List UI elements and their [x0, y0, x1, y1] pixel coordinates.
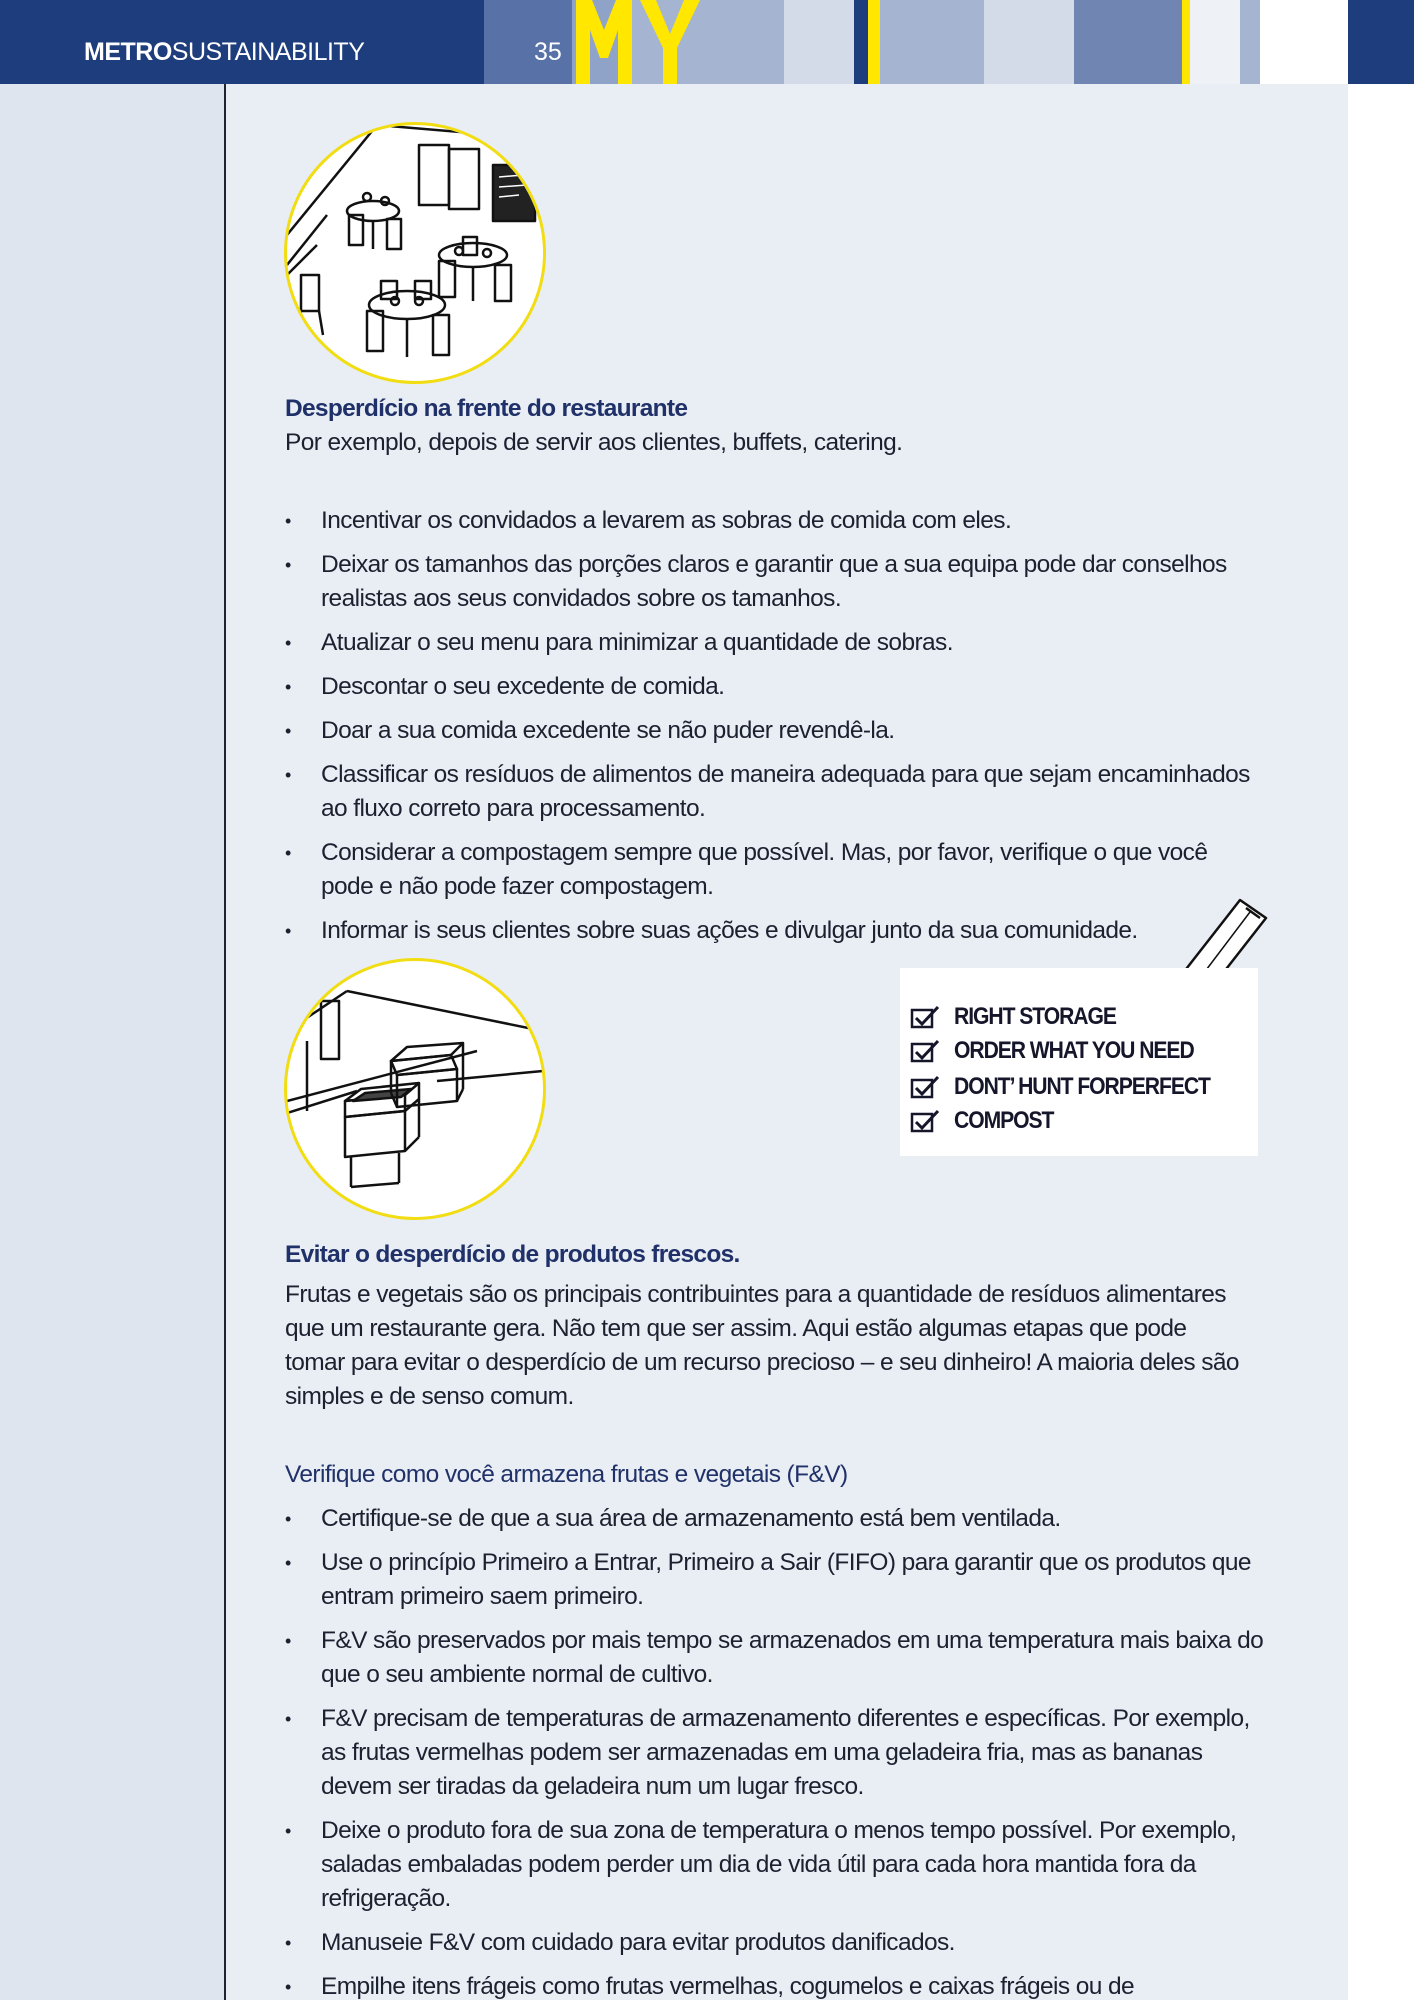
left-margin-band [0, 84, 224, 2000]
checklist-label: COMPOST [954, 1107, 1054, 1134]
header-band [880, 0, 984, 84]
bullet-item: • F&V são preservados por mais tempo se armazenados em uma temperatura mais baixa do que o seu ambiente normal de cultivo. [285, 1624, 1265, 1692]
checkbox-checked-icon [910, 1039, 940, 1063]
storage-checklist-card [900, 968, 1258, 1156]
header-band [854, 0, 868, 84]
brand-bold: METRO [84, 38, 172, 66]
header-band [1074, 0, 1182, 84]
checkbox-checked-icon [910, 1005, 940, 1029]
dining-room-drawing [287, 125, 543, 381]
page-number: 35 [534, 38, 562, 66]
bullet-item: • Manuseie F&V com cuidado para evitar produtos danificados. [285, 1926, 1265, 1960]
bullet-item: • Classificar os resíduos de alimentos de maneira adequada para que sejam encaminhados ao fluxo correto para processamento. [285, 758, 1265, 826]
bullet-item: • Doar a sua comida excedente se não puder revendê-la. [285, 714, 1265, 748]
section2-bullet-list [285, 1502, 1265, 2014]
header-band [1190, 0, 1240, 84]
bullet-item: • Considerar a compostagem sempre que possível. Mas, por favor, verifique o que você pode e não pode fazer compostagem. [285, 836, 1265, 904]
checklist-item [910, 1034, 1226, 1068]
checkbox-checked-icon [910, 1109, 940, 1133]
bullet-item: • Atualizar o seu menu para minimizar a quantidade de sobras. [285, 626, 1265, 660]
section2-heading: Evitar o desperdício de produtos frescos. [285, 1241, 740, 1268]
checklist-item [910, 1000, 1138, 1034]
checklist-item [910, 1070, 1245, 1104]
checklist-label: DONT’ HUNT FORPERFECT [954, 1073, 1210, 1100]
header-band [1182, 0, 1190, 84]
bullet-item: • Use o princípio Primeiro a Entrar, Primeiro a Sair (FIFO) para garantir que os produtos que entram primeiro saem primeiro. [285, 1546, 1265, 1614]
bullet-item: • Informar is seus clientes sobre suas ações e divulgar junto da sua comunidade. [285, 914, 1265, 948]
brand-wordmark [84, 38, 364, 67]
header-band [736, 0, 784, 84]
header-band [984, 0, 1074, 84]
bullet-item: • Incentivar os convidados a levarem as sobras de comida com eles. [285, 504, 1265, 538]
section2-intro: Frutas e vegetais são os principais contribuintes para a quantidade de resíduos alimentares que um restaurante gera. Não tem que ser assim. Aqui estão algumas etapas que pode tomar para evitar o desperdício de um recurso precioso – e seu dinheiro! A maioria deles são simples e de senso comum. [285, 1281, 1239, 1410]
bullet-item: • Deixar os tamanhos das porções claros e garantir que a sua equipa pode dar conselhos realistas aos seus convidados sobre os tamanhos. [285, 548, 1265, 616]
section2-subheading: Verifique como você armazena frutas e vegetais (F&V) [285, 1461, 848, 1488]
bullet-item: • Certifique-se de que a sua área de armazenamento está bem ventilada. [285, 1502, 1265, 1536]
header-band [1348, 0, 1414, 84]
storage-room-drawing [287, 961, 543, 1217]
right-margin [1348, 84, 1414, 2000]
restaurant-dining-room-illustration [284, 122, 546, 384]
brand-regular: SUSTAINABILITY [171, 38, 365, 66]
header-band [1260, 0, 1348, 84]
header-band [784, 0, 854, 84]
bullet-item: • Descontar o seu excedente de comida. [285, 670, 1265, 704]
section1-intro: Por exemplo, depois de servir aos clientes, buffets, catering. [285, 429, 903, 456]
my-logo [572, 0, 722, 84]
page-header [0, 0, 1414, 84]
bullet-item: • F&V precisam de temperaturas de armazenamento diferentes e específicas. Por exemplo, as frutas vermelhas podem ser armazenadas em uma geladeira fria, mas as bananas devem ser tiradas da geladeira num um lugar fresco. [285, 1702, 1265, 1804]
section1-heading: Desperdício na frente do restaurante [285, 395, 688, 422]
bullet-item: • Empilhe itens frágeis como frutas vermelhas, cogumelos e caixas frágeis ou de [285, 1970, 1265, 2004]
storage-room-illustration [284, 958, 546, 1220]
section1-bullet-list [285, 504, 1265, 958]
checkbox-checked-icon [910, 1075, 940, 1099]
checklist-label: RIGHT STORAGE [954, 1003, 1116, 1030]
header-band [1240, 0, 1260, 84]
bullet-item: • Deixe o produto fora de sua zona de temperatura o menos tempo possível. Por exemplo, saladas embaladas podem perder um dia de vida útil para cada hora mantida fora da refrigeração. [285, 1814, 1265, 1916]
checklist-item [910, 1104, 1067, 1138]
vertical-rule [224, 84, 226, 2000]
header-band [868, 0, 880, 84]
checklist-label: ORDER WHAT YOU NEED [954, 1037, 1194, 1064]
